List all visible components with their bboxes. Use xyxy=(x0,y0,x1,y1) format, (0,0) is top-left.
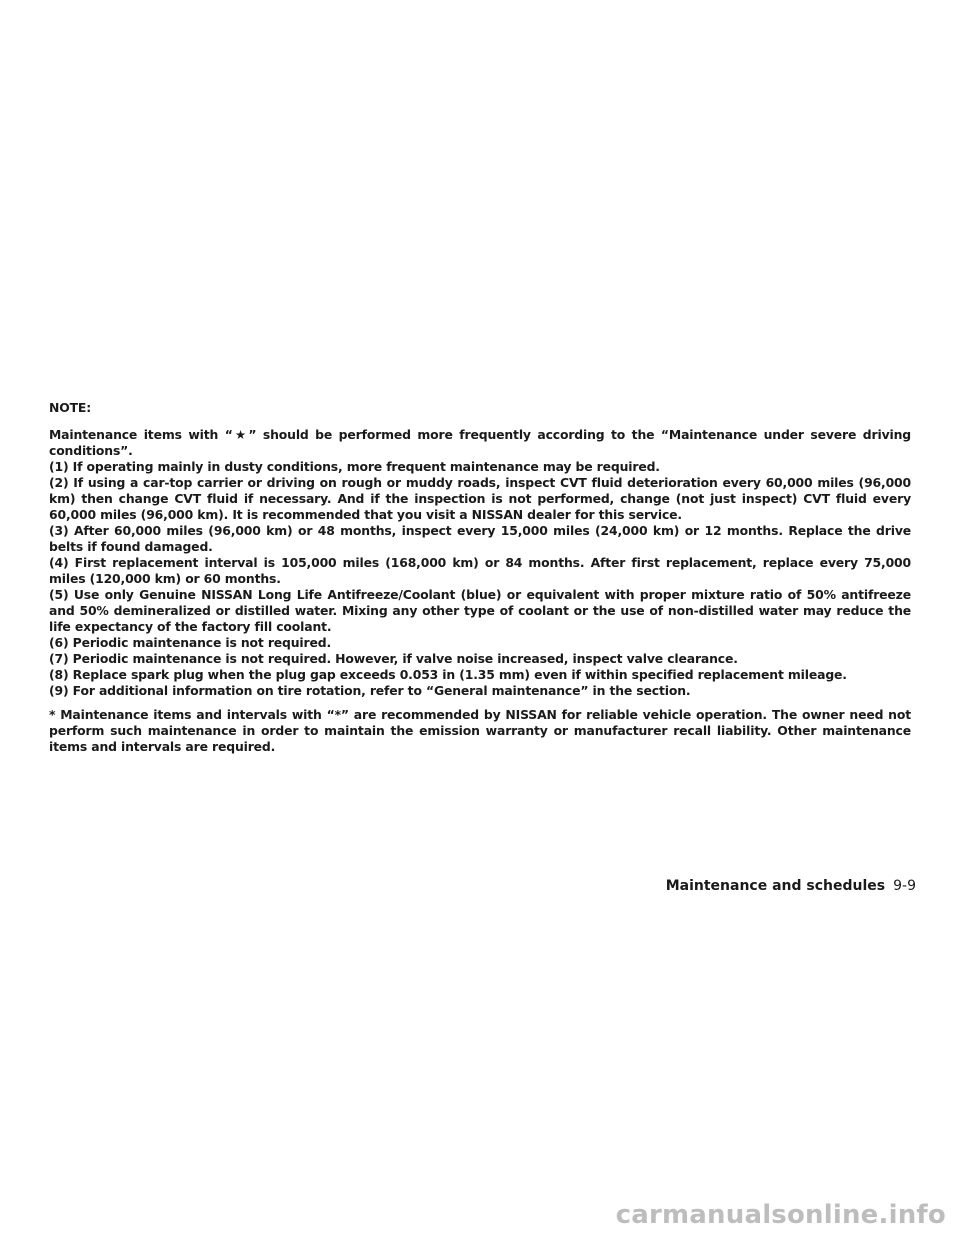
note-item-4: (4) First replacement interval is 105,000 miles (168,000 km) or 84 months. After first replacement, replace every 75,000 miles (120,000 km) or 60 months. xyxy=(49,555,911,586)
note-list xyxy=(49,459,911,699)
note-heading: NOTE: xyxy=(49,400,92,415)
maintenance-note xyxy=(49,400,911,755)
note-item-8: (8) Replace spark plug when the plug gap exceeds 0.053 in (1.35 mm) even if within specified replacement mileage. xyxy=(49,667,847,682)
footnote: * Maintenance items and intervals with “*” are recommended by NISSAN for reliable vehicle operation. The owner need not perform such maintenance in order to maintain the emission warranty or manufacturer recall liability. Other maintenance items and intervals are required. xyxy=(49,707,911,754)
note-item-5: (5) Use only Genuine NISSAN Long Life Antifreeze/Coolant (blue) or equivalent with proper mixture ratio of 50% antifreeze and 50% demineralized or distilled water. Mixing any other type of coolant or the use of non-distilled water may reduce the life expectancy of the factory fill coolant. xyxy=(49,587,911,634)
note-item-1: (1) If operating mainly in dusty conditions, more frequent maintenance may be required. xyxy=(49,459,660,474)
note-item-3: (3) After 60,000 miles (96,000 km) or 48 months, inspect every 15,000 miles (24,000 km) or 12 months. Replace the drive belts if found damaged. xyxy=(49,523,911,554)
note-intro: Maintenance items with “★” should be performed more frequently according to the “Maintenance under severe driving conditions”. xyxy=(49,427,911,458)
watermark: carmanualsonline.info xyxy=(615,1200,946,1230)
note-item-9: (9) For additional information on tire rotation, refer to “General maintenance” in the section. xyxy=(49,683,691,698)
note-item-7: (7) Periodic maintenance is not required. However, if valve noise increased, inspect valve clearance. xyxy=(49,651,738,666)
note-item-2: (2) If using a car-top carrier or driving on rough or muddy roads, inspect CVT fluid deterioration every 60,000 miles (96,000 km) then change CVT fluid if necessary. And if the inspection is not performed, change (not just inspect) CVT fluid every 60,000 miles (96,000 km). It is recommended that you visit a NISSAN dealer for this service. xyxy=(49,475,911,522)
page-footer xyxy=(666,876,916,896)
note-item-6: (6) Periodic maintenance is not required. xyxy=(49,635,332,650)
footer-section-title: Maintenance and schedules xyxy=(665,878,886,894)
page-number: 9-9 xyxy=(893,878,916,894)
